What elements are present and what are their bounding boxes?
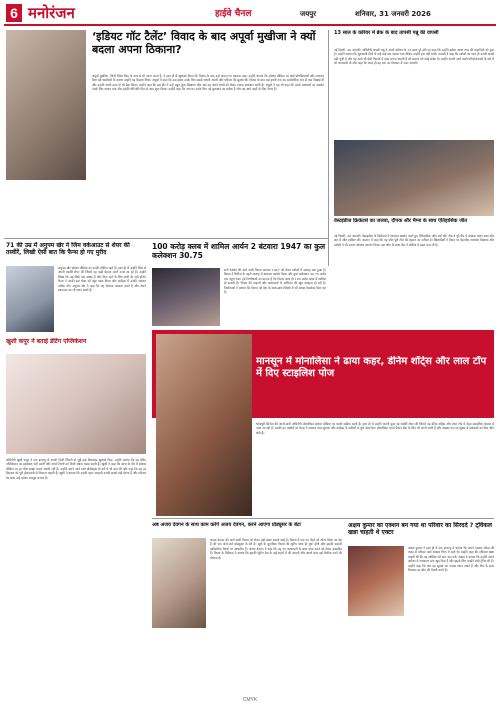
issue-date: शनिवार, 31 जनवरी 2026 [355,10,431,18]
header-rule [4,24,496,26]
cricketers-photo [334,140,494,216]
channel-name: हाईवे चैनल [215,9,252,19]
row-divider-2 [152,518,494,519]
monalisa-photo [156,334,252,516]
column-divider [328,30,329,266]
story4-body: सनी देओल की आने वाली फिल्म बंटवारा 1947 को लेकर दर्शकों में उत्साह बना हुआ है। फिल्म ने रिलीज के पहले सप्ताह में शानदार प्रदर्शन किया और कुल कलेक्शन 30.75 करोड़ तक पहुंच गया। ट्रेड विश्लेषकों का मानना है कि फिल्म जल्द ही 100 करोड़ क्लब में शामिल हो सकती है। फिल्म की कहानी और कलाकारों के अभिनय की खूब सराहना हो रही है। निर्माताओं ने बताया कि फिल्म को देश के साथ-साथ विदेशों में भी अच्छा रिस्पॉन्स मिल रहा है। [224,268,326,295]
story7-body: अजय देवगन की आने वाली फिल्म को लेकर बड़ी खबर सामने आई है। फिल्म में एक नए चेहरे को लॉन्च किया जा रहा है जो एक जाने-माने प्रोड्यूसर के बेटे हैं। सूत्रों के मुताबिक फिल्म की शूटिंग जल्द ही शुरू होगी और इसकी कहानी पारिवारिक रिश्तों पर आधारित है। अजय देवगन ने कहा कि वह नए कलाकारों के साथ काम करने को लेकर उत्साहित हैं। फिल्म के निर्देशक ने बताया कि इसकी शूटिंग देश के कई शहरों में की जाएगी और अगले साल इसे रिलीज करने की योजना है। [210,538,342,560]
story6-body: भोजपुरी सिनेमा की जानी-मानी अभिनेत्री मोनालिसा सोशल मीडिया पर काफी सक्रिय रहती हैं। हाल ही में उन्होंने अपनी कुछ नई तस्वीरें शेयर कीं जिनमें वह डेनिम शॉर्ट्स और लाल टॉप में बेहद स्टाइलिश अंदाज में नजर आ रही हैं। उनकी इन तस्वीरों पर फैन्स ने जमकर प्यार लुटाया और कमेंट्स में तारीफों के पुल बांध दिए। मोनालिसा अपने फैशन सेंस के लिए भी जानी जाती हैं और अक्सर नए-नए लुक्स से प्रशंसकों का दिल जीत लेती हैं। [256,422,494,435]
print-marker: CMYK [242,697,258,703]
story1-headline: ‘इडियट गॉट टैलेंट’ विवाद के बाद अपूर्वा मुखीजा ने क्यों बदला अपना ठिकाना? [92,30,316,56]
story3-headline: 71 की उम्र में अनुपम खेर ने जिम वर्कआउट से शेयर की तस्वीरें, लिखी ऐसी बात कि फैन्स हो गए मुरीद [6,242,130,256]
story5-headline: खुशी कपूर ने बताई डेटिंग एप्लिकेशन [6,338,87,345]
story7-headline: अब अजय देवगन के साथ काम करेंगे अजय देवगन, करने आएगा प्रोड्यूसर के बेटा [152,522,301,528]
page-number: 6 [6,4,22,22]
story1-body: अपूर्वा मुखीजा, जिन्हें रिबेल किड के नाम से भी जाना जाता है, ने हाल ही में खुलासा किया कि विवाद के बाद उन्हें अपना घर बदलना पड़ा। उन्होंने बताया कि सोशल मीडिया पर आई प्रतिक्रियाओं और लगातार मिल रही धमकियों के कारण उन्होंने यह फैसला लिया। अपूर्वा ने कहा कि उस समय उनके लिए सबसे जरूरी अपनी और परिवार की सुरक्षा थी। विवाद के बाद कई हफ्तों तक वह सार्वजनिक रूप से कम दिखाई दीं और उन्होंने अपने काम से भी ब्रेक लिया। उन्होंने कहा कि इस दौर ने उन्हें बहुत कुछ सिखाया और अब वह अपने शब्दों को लेकर ज्यादा सावधान रहती हैं। अपूर्वा ने यह भी कहा कि उनके प्रशंसकों का समर्थन उनके लिए ताकत बना और उन्होंने धीरे-धीरे फिर से काम शुरू किया। उन्होंने कहा कि नया घर उनके लिए नई शुरुआत का प्रतीक है और वह आगे बढ़ने के लिए तैयार हैं। [92,74,324,92]
story2-subheadline: वेस्टइंडीज क्रिकेटर्स का जलवा, दीपक और मैग्ना के साथ ऐतिहासिक जीत [334,218,468,224]
section-title: मनोरंजन [28,4,75,22]
story5-body: अभिनेत्री खुशी कपूर ने एक इंटरव्यू में अपनी निजी जिंदगी से जुड़े कई दिलचस्प खुलासे किए। उन्होंने बताया कि वह डेटिंग एप्लिकेशन का इस्तेमाल नहीं करतीं और अपने रिश्तों को निजी रखना पसंद करती हैं। खुशी ने कहा कि आज के दौर में सोशल मीडिया पर हर चीज साझा करना जरूरी नहीं है। उन्होंने अपने आने वाले प्रोजेक्ट्स के बारे में भी बात की और कहा कि वह हर किरदार को पूरी ईमानदारी से निभाना चाहती हैं। खुशी ने बताया कि उनकी बहन जान्हवी उनकी सबसे बड़ी प्रेरणा हैं और परिवार का साथ उन्हें हमेशा मजबूत बनाता है। [6,458,146,480]
film-photo [152,268,220,326]
anupam-photo [6,266,54,332]
akshay-photo [348,546,404,616]
story4-headline: 100 करोड़ क्लब में शामिल आर्यन 2 बंटवारा 1947 का कुल कलेक्शन 30.75 [152,242,326,260]
row-divider [4,238,328,239]
story8-headline: अक्षय कुमार का एक्शन बन गया था परिवार का सिरदर्द ? ट्विंकल खन्ना चाहती थे एक्टर [348,522,492,536]
story6-headline: मानसून में मोनालिसा ने ढाया कहर, डेनिम शॉर्ट्स और लाल टॉप में दिए स्टाइलिश पोज [256,356,487,379]
apoorva-photo [6,30,86,180]
story2-body: नई दिल्ली, 30 जनवरी। अभिनेत्री तापसी पन्नू ने अपने करियर के 13 साल पूरे होने पर कहा कि उन्होंने हमेशा अलग तरह की कहानियों को चुना है। उन्होंने बताया कि शुरुआती दिनों में उन्हें कई बार नकारा गया लेकिन उन्होंने हार नहीं मानी। तापसी ने कहा कि दर्शकों का प्यार ही उनकी सबसे बड़ी पूंजी है और वह आगे भी ऐसी फिल्मों में काम करना चाहती हैं जो समाज को कोई संदेश दें। उन्होंने अपनी आने वाली परियोजनाओं के बारे में भी जानकारी दी और कहा कि जल्द ही वह एक नए किरदार में नजर आएंगी। [334,48,494,66]
khushi-photo [6,354,146,454]
story8-body: अक्षय कुमार ने हाल ही में एक इंटरव्यू में बताया कि अपने एक्शन सीन्स की वजह से परिवार वाले अक्सर चिंता में रहते थे। उन्होंने कहा कि ट्विंकल खन्ना चाहती थीं कि वह जोखिम भरे स्टंट कम करें। अक्षय ने बताया कि उन्होंने अपने करियर में ज्यादातर स्टंट खुद किए हैं और इसके लिए उन्होंने लंबी ट्रेनिंग ली है। उन्होंने कहा कि अब वह सुरक्षा का ज्यादा ध्यान रखते हैं और टीम के साथ मिलकर हर सीन की तैयारी करते हैं। [408,546,494,573]
publication-city: जयपुर [300,10,317,18]
ajay-photo [152,538,206,628]
story3-body: अनुपम खेर सोशल मीडिया पर काफी एक्टिव रहते हैं। हाल ही में उन्होंने जिम से अपनी तस्वीरें शेयर कीं जिनमें वह कड़ी मेहनत करते नजर आ रहे हैं। उन्होंने लिखा कि उम्र सिर्फ एक संख्या है और फिट रहने के लिए कभी देर नहीं होती। फैन्स ने उनकी इस पोस्ट को खूब पसंद किया और कमेंट्स में उनकी जमकर तारीफ की। अनुपम खेर ने कहा कि वह रोजाना व्यायाम करते हैं और अपने खानपान का भी ध्यान रखते हैं। [58,266,146,293]
story2-body2: नई दिल्ली, 30 जनवरी। वेस्टइंडीज के क्रिकेटर्स ने शानदार प्रदर्शन करते हुए ऐतिहासिक जीत दर्ज की। टीम ने पूरे मैच में दबदबा बनाए रखा और अंत में जीत हासिल की। कप्तान ने कहा कि यह जीत पूरी टीम की मेहनत का नतीजा है। खिलाड़ियों ने मैदान पर बेहतरीन तालमेल दिखाया और दर्शकों ने भी उनका जोरदार स्वागत किया। इस जीत के साथ टीम ने सीरीज में बढ़त बना ली है। [334,234,494,247]
story2-headline: 13 साल के करियर में ब्रेक के बाद तापसी पन्नू की वापसी [334,30,439,36]
